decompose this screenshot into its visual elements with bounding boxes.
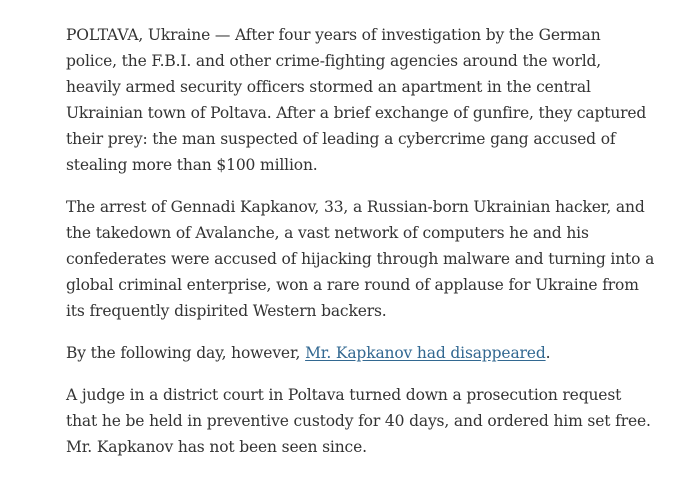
paragraph-text: By the following day, however,	[66, 344, 306, 362]
text-line	[66, 340, 656, 366]
text-line: confederates were accused of hijacking through malware and turning into a	[66, 250, 655, 268]
text-line: stealing more than $100 million.	[66, 156, 318, 174]
text-line: heavily armed security officers stormed an apartment in the central	[66, 78, 591, 96]
text-line: that he be held in preventive custody for 40 days, and ordered him set free.	[66, 412, 651, 430]
paragraph-2	[66, 194, 656, 324]
paragraph-text: .	[545, 344, 551, 362]
text-line: its frequently dispirited Western backers.	[66, 302, 387, 320]
kapkanov-disappeared-link[interactable]: Mr. Kapkanov had disappeared	[305, 344, 546, 362]
text-line: The arrest of Gennadi Kapkanov, 33, a Russian-born Ukrainian hacker, and	[66, 198, 645, 216]
text-line: Mr. Kapkanov has not been seen since.	[66, 438, 367, 456]
text-line: Ukrainian town of Poltava. After a brief exchange of gunfire, they captured	[66, 104, 647, 122]
text-line: their prey: the man suspected of leading a cybercrime gang accused of	[66, 130, 616, 148]
paragraph-3	[66, 340, 656, 366]
text-line: A judge in a district court in Poltava turned down a prosecution request	[66, 386, 622, 404]
text-line: police, the F.B.I. and other crime-fighting agencies around the world,	[66, 52, 602, 70]
text-line: the takedown of Avalanche, a vast network of computers he and his	[66, 224, 589, 242]
paragraph-1	[66, 22, 656, 178]
article-body	[66, 22, 656, 476]
text-line: POLTAVA, Ukraine — After four years of investigation by the German	[66, 26, 601, 44]
paragraph-4	[66, 382, 656, 460]
text-line: global criminal enterprise, won a rare round of applause for Ukraine from	[66, 276, 639, 294]
